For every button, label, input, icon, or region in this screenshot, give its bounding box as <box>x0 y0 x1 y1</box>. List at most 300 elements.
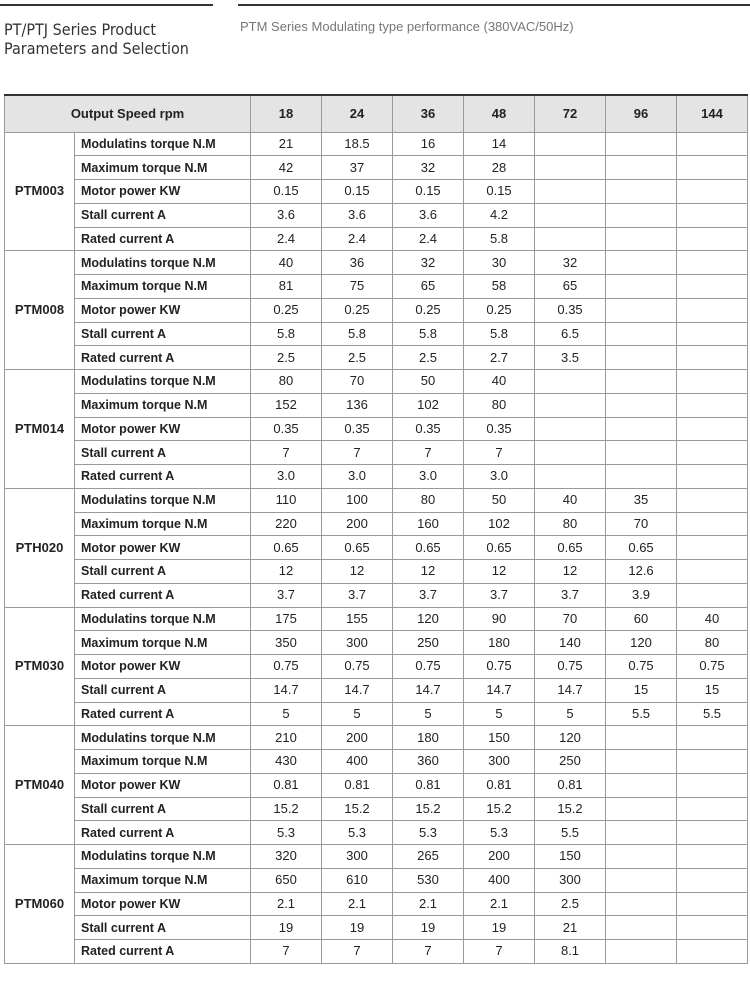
table-row <box>5 821 748 845</box>
value-cell <box>606 322 677 346</box>
table-row <box>5 607 748 631</box>
value-cell: 3.5 <box>535 346 606 370</box>
value-cell: 0.75 <box>393 655 464 679</box>
value-cell <box>677 393 748 417</box>
model-name: PTM008 <box>5 251 75 370</box>
value-cell <box>677 203 748 227</box>
parameter-label: Maximum torque N.M <box>75 512 251 536</box>
speed-header: 24 <box>322 95 393 132</box>
value-cell: 21 <box>535 916 606 940</box>
value-cell: 65 <box>535 275 606 299</box>
table-body <box>5 132 748 963</box>
value-cell: 80 <box>393 488 464 512</box>
value-cell: 7 <box>464 940 535 964</box>
table-row <box>5 393 748 417</box>
value-cell: 70 <box>606 512 677 536</box>
value-cell: 40 <box>251 251 322 275</box>
value-cell <box>606 298 677 322</box>
parameter-label: Rated current A <box>75 346 251 370</box>
value-cell <box>677 180 748 204</box>
value-cell: 19 <box>251 916 322 940</box>
value-cell: 0.75 <box>322 655 393 679</box>
value-cell <box>677 465 748 489</box>
parameter-label: Rated current A <box>75 465 251 489</box>
value-cell: 120 <box>535 726 606 750</box>
table-row <box>5 512 748 536</box>
table-row <box>5 203 748 227</box>
value-cell <box>606 275 677 299</box>
value-cell <box>677 940 748 964</box>
value-cell: 21 <box>251 132 322 156</box>
value-cell <box>606 441 677 465</box>
speed-header: 96 <box>606 95 677 132</box>
table-row <box>5 465 748 489</box>
value-cell <box>677 346 748 370</box>
value-cell: 6.5 <box>535 322 606 346</box>
value-cell: 7 <box>322 441 393 465</box>
table-row <box>5 346 748 370</box>
value-cell: 16 <box>393 132 464 156</box>
value-cell: 12 <box>322 560 393 584</box>
value-cell: 2.7 <box>464 346 535 370</box>
value-cell: 265 <box>393 845 464 869</box>
value-cell: 15 <box>606 678 677 702</box>
value-cell: 90 <box>464 607 535 631</box>
table-row <box>5 773 748 797</box>
value-cell <box>535 393 606 417</box>
model-name: PTM060 <box>5 845 75 964</box>
value-cell <box>606 821 677 845</box>
value-cell: 12.6 <box>606 560 677 584</box>
value-cell <box>606 465 677 489</box>
parameter-label: Modulatins torque N.M <box>75 251 251 275</box>
value-cell <box>677 227 748 251</box>
document-title-line-1: PT/PTJ Series Product <box>4 20 157 39</box>
value-cell: 200 <box>464 845 535 869</box>
value-cell <box>606 132 677 156</box>
output-speed-header: Output Speed rpm <box>5 95 251 132</box>
value-cell: 50 <box>393 370 464 394</box>
value-cell: 110 <box>251 488 322 512</box>
value-cell: 42 <box>251 156 322 180</box>
value-cell: 80 <box>464 393 535 417</box>
value-cell: 70 <box>535 607 606 631</box>
value-cell: 530 <box>393 868 464 892</box>
value-cell: 5.3 <box>322 821 393 845</box>
value-cell: 2.5 <box>322 346 393 370</box>
value-cell: 5 <box>251 702 322 726</box>
value-cell: 0.65 <box>606 536 677 560</box>
table-row <box>5 916 748 940</box>
value-cell <box>606 346 677 370</box>
parameter-label: Stall current A <box>75 441 251 465</box>
table-row <box>5 251 748 275</box>
value-cell: 15 <box>677 678 748 702</box>
table-header-row <box>5 95 748 132</box>
value-cell: 0.75 <box>677 655 748 679</box>
value-cell <box>677 726 748 750</box>
value-cell <box>535 227 606 251</box>
table-row <box>5 298 748 322</box>
table-row <box>5 797 748 821</box>
value-cell: 7 <box>464 441 535 465</box>
parameter-label: Maximum torque N.M <box>75 631 251 655</box>
value-cell: 40 <box>464 370 535 394</box>
value-cell <box>535 441 606 465</box>
value-cell: 7 <box>393 940 464 964</box>
value-cell: 160 <box>393 512 464 536</box>
title-rule <box>0 4 213 6</box>
table-row <box>5 370 748 394</box>
value-cell: 200 <box>322 726 393 750</box>
value-cell: 0.75 <box>606 655 677 679</box>
value-cell <box>677 488 748 512</box>
value-cell: 30 <box>464 251 535 275</box>
value-cell <box>535 417 606 441</box>
value-cell: 2.1 <box>464 892 535 916</box>
value-cell: 0.81 <box>251 773 322 797</box>
table-row <box>5 726 748 750</box>
value-cell: 15.2 <box>251 797 322 821</box>
value-cell: 8.1 <box>535 940 606 964</box>
parameter-label: Motor power KW <box>75 417 251 441</box>
table-row <box>5 631 748 655</box>
parameter-label: Modulatins torque N.M <box>75 726 251 750</box>
value-cell <box>677 156 748 180</box>
value-cell: 80 <box>251 370 322 394</box>
value-cell: 155 <box>322 607 393 631</box>
value-cell <box>677 916 748 940</box>
value-cell: 2.5 <box>535 892 606 916</box>
value-cell: 3.7 <box>393 583 464 607</box>
value-cell: 65 <box>393 275 464 299</box>
value-cell: 19 <box>464 916 535 940</box>
value-cell <box>677 868 748 892</box>
table-row <box>5 845 748 869</box>
parameter-label: Stall current A <box>75 560 251 584</box>
value-cell: 5.8 <box>322 322 393 346</box>
value-cell: 2.4 <box>393 227 464 251</box>
value-cell: 0.65 <box>464 536 535 560</box>
value-cell <box>677 512 748 536</box>
value-cell: 7 <box>393 441 464 465</box>
value-cell <box>535 370 606 394</box>
table-row <box>5 156 748 180</box>
value-cell <box>606 750 677 774</box>
value-cell <box>677 275 748 299</box>
value-cell: 0.15 <box>251 180 322 204</box>
value-cell <box>606 726 677 750</box>
value-cell: 5.3 <box>393 821 464 845</box>
value-cell <box>677 322 748 346</box>
value-cell: 5.3 <box>251 821 322 845</box>
value-cell <box>677 797 748 821</box>
table-row <box>5 275 748 299</box>
value-cell: 0.35 <box>393 417 464 441</box>
value-cell: 7 <box>322 940 393 964</box>
value-cell: 3.0 <box>464 465 535 489</box>
value-cell: 75 <box>322 275 393 299</box>
parameter-label: Maximum torque N.M <box>75 156 251 180</box>
value-cell: 14.7 <box>393 678 464 702</box>
value-cell: 40 <box>677 607 748 631</box>
value-cell: 0.81 <box>393 773 464 797</box>
value-cell <box>606 393 677 417</box>
value-cell: 0.81 <box>535 773 606 797</box>
value-cell: 4.2 <box>464 203 535 227</box>
table-row <box>5 536 748 560</box>
value-cell <box>677 298 748 322</box>
value-cell <box>606 180 677 204</box>
value-cell <box>606 797 677 821</box>
value-cell: 40 <box>535 488 606 512</box>
parameter-label: Motor power KW <box>75 298 251 322</box>
value-cell: 610 <box>322 868 393 892</box>
value-cell <box>535 156 606 180</box>
value-cell: 14 <box>464 132 535 156</box>
value-cell: 300 <box>535 868 606 892</box>
value-cell: 5.5 <box>606 702 677 726</box>
value-cell: 2.1 <box>393 892 464 916</box>
value-cell: 2.1 <box>251 892 322 916</box>
value-cell: 28 <box>464 156 535 180</box>
value-cell <box>677 773 748 797</box>
value-cell: 81 <box>251 275 322 299</box>
value-cell: 210 <box>251 726 322 750</box>
parameter-label: Rated current A <box>75 583 251 607</box>
value-cell: 0.35 <box>535 298 606 322</box>
table-row <box>5 750 748 774</box>
value-cell: 18.5 <box>322 132 393 156</box>
value-cell <box>606 227 677 251</box>
value-cell <box>606 845 677 869</box>
parameter-label: Modulatins torque N.M <box>75 132 251 156</box>
value-cell: 3.0 <box>322 465 393 489</box>
value-cell: 3.7 <box>464 583 535 607</box>
value-cell: 7 <box>251 940 322 964</box>
parameter-label: Modulatins torque N.M <box>75 370 251 394</box>
value-cell: 300 <box>322 631 393 655</box>
value-cell: 2.5 <box>251 346 322 370</box>
speed-header: 18 <box>251 95 322 132</box>
table-row <box>5 132 748 156</box>
value-cell: 320 <box>251 845 322 869</box>
value-cell: 80 <box>535 512 606 536</box>
value-cell <box>677 417 748 441</box>
document-title-line-2: Parameters and Selection <box>4 39 189 58</box>
speed-header: 48 <box>464 95 535 132</box>
value-cell: 650 <box>251 868 322 892</box>
value-cell: 0.25 <box>464 298 535 322</box>
value-cell: 0.65 <box>251 536 322 560</box>
section-title: PTM Series Modulating type performance (380VAC/50Hz) <box>240 19 574 34</box>
value-cell <box>606 773 677 797</box>
value-cell: 5.5 <box>677 702 748 726</box>
value-cell: 19 <box>322 916 393 940</box>
value-cell <box>535 203 606 227</box>
value-cell: 430 <box>251 750 322 774</box>
value-cell: 0.81 <box>322 773 393 797</box>
value-cell: 14.7 <box>322 678 393 702</box>
value-cell: 175 <box>251 607 322 631</box>
value-cell: 0.65 <box>393 536 464 560</box>
value-cell: 180 <box>464 631 535 655</box>
value-cell: 0.35 <box>464 417 535 441</box>
value-cell <box>677 583 748 607</box>
value-cell <box>606 892 677 916</box>
performance-table <box>4 94 748 964</box>
value-cell: 70 <box>322 370 393 394</box>
value-cell: 120 <box>393 607 464 631</box>
value-cell <box>677 132 748 156</box>
parameter-label: Rated current A <box>75 821 251 845</box>
parameter-label: Modulatins torque N.M <box>75 845 251 869</box>
value-cell: 50 <box>464 488 535 512</box>
value-cell <box>535 132 606 156</box>
value-cell: 0.65 <box>535 536 606 560</box>
parameter-label: Rated current A <box>75 702 251 726</box>
value-cell: 102 <box>393 393 464 417</box>
value-cell: 180 <box>393 726 464 750</box>
parameter-label: Motor power KW <box>75 180 251 204</box>
value-cell: 2.4 <box>251 227 322 251</box>
value-cell: 0.35 <box>251 417 322 441</box>
value-cell <box>606 417 677 441</box>
value-cell: 300 <box>322 845 393 869</box>
value-cell: 5.5 <box>535 821 606 845</box>
value-cell: 200 <box>322 512 393 536</box>
value-cell: 3.9 <box>606 583 677 607</box>
value-cell: 360 <box>393 750 464 774</box>
value-cell: 152 <box>251 393 322 417</box>
value-cell: 140 <box>535 631 606 655</box>
value-cell: 7 <box>251 441 322 465</box>
value-cell: 35 <box>606 488 677 512</box>
speed-header: 36 <box>393 95 464 132</box>
value-cell: 102 <box>464 512 535 536</box>
value-cell: 5 <box>322 702 393 726</box>
value-cell: 350 <box>251 631 322 655</box>
value-cell <box>677 370 748 394</box>
parameter-label: Stall current A <box>75 797 251 821</box>
model-name: PTM003 <box>5 132 75 251</box>
value-cell <box>606 203 677 227</box>
value-cell: 12 <box>251 560 322 584</box>
parameter-label: Stall current A <box>75 916 251 940</box>
table-row <box>5 417 748 441</box>
value-cell: 12 <box>464 560 535 584</box>
value-cell: 14.7 <box>464 678 535 702</box>
value-cell: 0.81 <box>464 773 535 797</box>
value-cell: 0.75 <box>251 655 322 679</box>
table-row <box>5 180 748 204</box>
value-cell: 0.75 <box>464 655 535 679</box>
value-cell: 136 <box>322 393 393 417</box>
value-cell: 3.6 <box>393 203 464 227</box>
parameter-label: Rated current A <box>75 227 251 251</box>
parameter-label: Maximum torque N.M <box>75 868 251 892</box>
section-rule <box>238 4 750 6</box>
parameter-label: Modulatins torque N.M <box>75 488 251 512</box>
table-row <box>5 488 748 512</box>
value-cell: 250 <box>393 631 464 655</box>
table-row <box>5 868 748 892</box>
model-name: PTM030 <box>5 607 75 726</box>
model-name: PTM040 <box>5 726 75 845</box>
value-cell: 150 <box>464 726 535 750</box>
value-cell: 5.8 <box>464 322 535 346</box>
value-cell: 80 <box>677 631 748 655</box>
parameter-label: Stall current A <box>75 678 251 702</box>
value-cell: 3.0 <box>393 465 464 489</box>
value-cell: 0.15 <box>464 180 535 204</box>
value-cell: 14.7 <box>535 678 606 702</box>
value-cell <box>535 180 606 204</box>
speed-header: 72 <box>535 95 606 132</box>
speed-header: 144 <box>677 95 748 132</box>
value-cell <box>535 465 606 489</box>
table-row <box>5 560 748 584</box>
value-cell: 5.3 <box>464 821 535 845</box>
parameter-label: Maximum torque N.M <box>75 393 251 417</box>
value-cell: 3.7 <box>535 583 606 607</box>
value-cell: 37 <box>322 156 393 180</box>
value-cell <box>677 441 748 465</box>
table-row <box>5 655 748 679</box>
value-cell: 5.8 <box>393 322 464 346</box>
value-cell <box>677 845 748 869</box>
value-cell: 32 <box>535 251 606 275</box>
value-cell: 0.15 <box>322 180 393 204</box>
value-cell: 0.25 <box>393 298 464 322</box>
table-row <box>5 940 748 964</box>
parameter-label: Maximum torque N.M <box>75 750 251 774</box>
value-cell: 60 <box>606 607 677 631</box>
value-cell: 220 <box>251 512 322 536</box>
value-cell: 58 <box>464 275 535 299</box>
value-cell: 2.1 <box>322 892 393 916</box>
value-cell: 32 <box>393 251 464 275</box>
value-cell: 0.25 <box>251 298 322 322</box>
value-cell: 19 <box>393 916 464 940</box>
value-cell: 0.35 <box>322 417 393 441</box>
value-cell <box>606 916 677 940</box>
table-row <box>5 322 748 346</box>
table-row <box>5 702 748 726</box>
value-cell: 250 <box>535 750 606 774</box>
value-cell: 3.7 <box>322 583 393 607</box>
parameter-label: Motor power KW <box>75 892 251 916</box>
value-cell: 400 <box>464 868 535 892</box>
value-cell: 36 <box>322 251 393 275</box>
value-cell: 150 <box>535 845 606 869</box>
table-row <box>5 583 748 607</box>
value-cell: 3.0 <box>251 465 322 489</box>
table-row <box>5 892 748 916</box>
value-cell: 15.2 <box>464 797 535 821</box>
value-cell: 0.15 <box>393 180 464 204</box>
value-cell <box>677 536 748 560</box>
value-cell: 12 <box>393 560 464 584</box>
value-cell <box>677 560 748 584</box>
value-cell <box>677 750 748 774</box>
value-cell: 5 <box>393 702 464 726</box>
table-row <box>5 227 748 251</box>
value-cell <box>677 892 748 916</box>
parameter-label: Motor power KW <box>75 536 251 560</box>
parameter-label: Modulatins torque N.M <box>75 607 251 631</box>
parameter-label: Stall current A <box>75 203 251 227</box>
